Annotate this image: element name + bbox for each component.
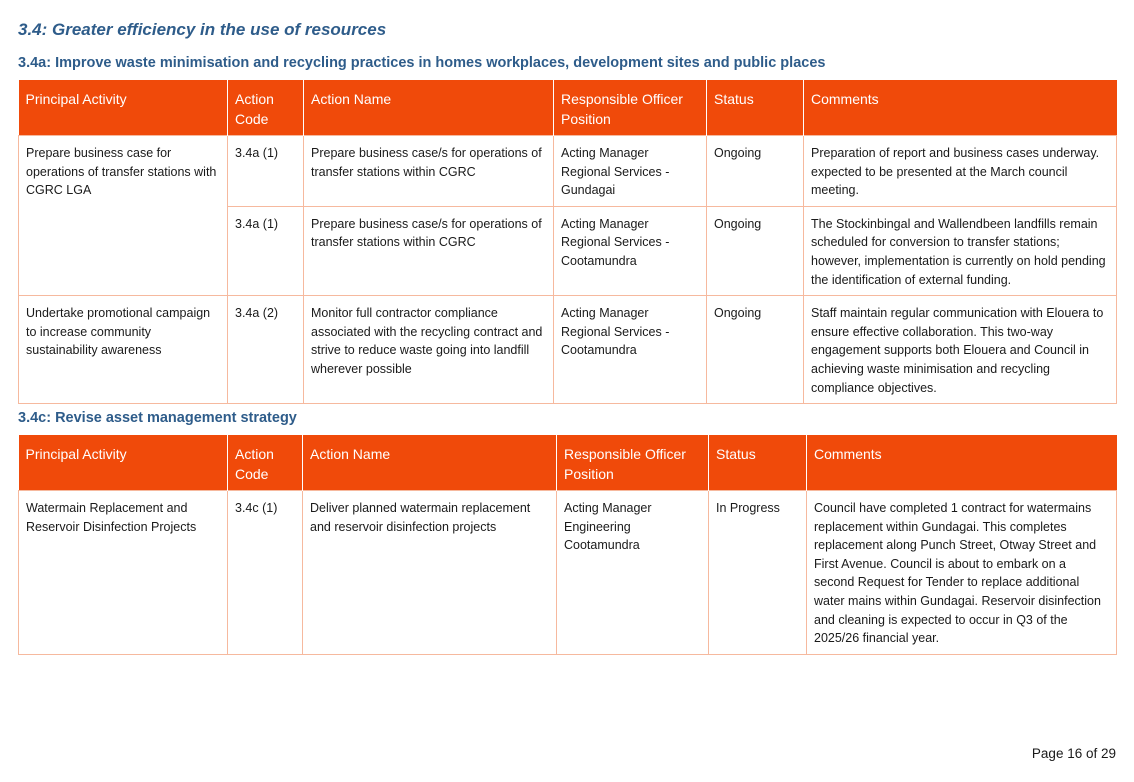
- cell-action-name: Monitor full contractor compliance associated with the recycling contract and strive to reduce waste going into landfill wherever possible: [304, 296, 554, 404]
- table-asset-management: [18, 435, 1117, 655]
- table-header-row: [19, 435, 1117, 491]
- subsection-a-title: 3.4a: Improve waste minimisation and recycling practices in homes workplaces, development sites and public places: [18, 55, 826, 71]
- cell-action-code: 3.4a (1): [228, 136, 304, 207]
- header-comments: Comments: [807, 435, 1117, 491]
- header-responsible-officer: Responsible Officer Position: [554, 80, 707, 136]
- cell-action-code: 3.4a (1): [228, 206, 304, 295]
- cell-comments: Preparation of report and business cases underway. expected to be presented at the March council meeting.: [804, 136, 1117, 207]
- header-action-code: Action Code: [228, 80, 304, 136]
- page-number: Page 16 of 29: [1031, 746, 1116, 761]
- cell-principal-activity: Undertake promotional campaign to increase community sustainability awareness: [19, 296, 228, 404]
- header-comments: Comments: [804, 80, 1117, 136]
- cell-officer: Acting Manager Regional Services - Cootamundra: [554, 296, 707, 404]
- cell-status: In Progress: [709, 491, 807, 655]
- cell-officer: Acting Manager Regional Services - Gundagai: [554, 136, 707, 207]
- table-waste-minimisation: [18, 80, 1117, 404]
- cell-comments: The Stockinbingal and Wallendbeen landfills remain scheduled for conversion to transfer stations; however, implementation is currently on hold pending the identification of external funding.: [804, 206, 1117, 295]
- header-responsible-officer: Responsible Officer Position: [557, 435, 709, 491]
- cell-status: Ongoing: [707, 136, 804, 207]
- cell-action-code: 3.4c (1): [228, 491, 303, 655]
- cell-action-name: Prepare business case/s for operations of transfer stations within CGRC: [304, 206, 554, 295]
- section-title: 3.4: Greater efficiency in the use of resources: [18, 20, 387, 39]
- table-row: [19, 296, 1117, 404]
- cell-action-code: 3.4a (2): [228, 296, 304, 404]
- header-status: Status: [707, 80, 804, 136]
- cell-officer: Acting Manager Engineering Cootamundra: [557, 491, 709, 655]
- cell-comments: Council have completed 1 contract for watermains replacement within Gundagai. This completes replacement along Punch Street, Otway Street and First Avenue. Council is about to embark on a second Request for Tender to replace additional water mains within Gundagai. Reservoir disinfection and cleaning is expected to occur in Q3 of the 2025/26 financial year.: [807, 491, 1117, 655]
- table-row: [19, 491, 1117, 655]
- header-principal-activity: Principal Activity: [19, 80, 228, 136]
- cell-principal-activity: Watermain Replacement and Reservoir Disinfection Projects: [19, 491, 228, 655]
- header-principal-activity: Principal Activity: [19, 435, 228, 491]
- subsection-c-title: 3.4c: Revise asset management strategy: [18, 410, 297, 426]
- header-action-code: Action Code: [228, 435, 303, 491]
- table-row: [19, 136, 1117, 207]
- header-action-name: Action Name: [304, 80, 554, 136]
- header-action-name: Action Name: [303, 435, 557, 491]
- cell-status: Ongoing: [707, 206, 804, 295]
- header-status: Status: [709, 435, 807, 491]
- cell-action-name: Prepare business case/s for operations of transfer stations within CGRC: [304, 136, 554, 207]
- cell-action-name: Deliver planned watermain replacement and reservoir disinfection projects: [303, 491, 557, 655]
- table-header-row: [19, 80, 1117, 136]
- cell-officer: Acting Manager Regional Services - Cootamundra: [554, 206, 707, 295]
- cell-principal-activity: Prepare business case for operations of transfer stations with CGRC LGA: [19, 136, 228, 296]
- cell-comments: Staff maintain regular communication with Elouera to ensure effective collaboration. This two-way engagement supports both Elouera and Council in achieving waste minimisation and recycling compliance objectives.: [804, 296, 1117, 404]
- cell-status: Ongoing: [707, 296, 804, 404]
